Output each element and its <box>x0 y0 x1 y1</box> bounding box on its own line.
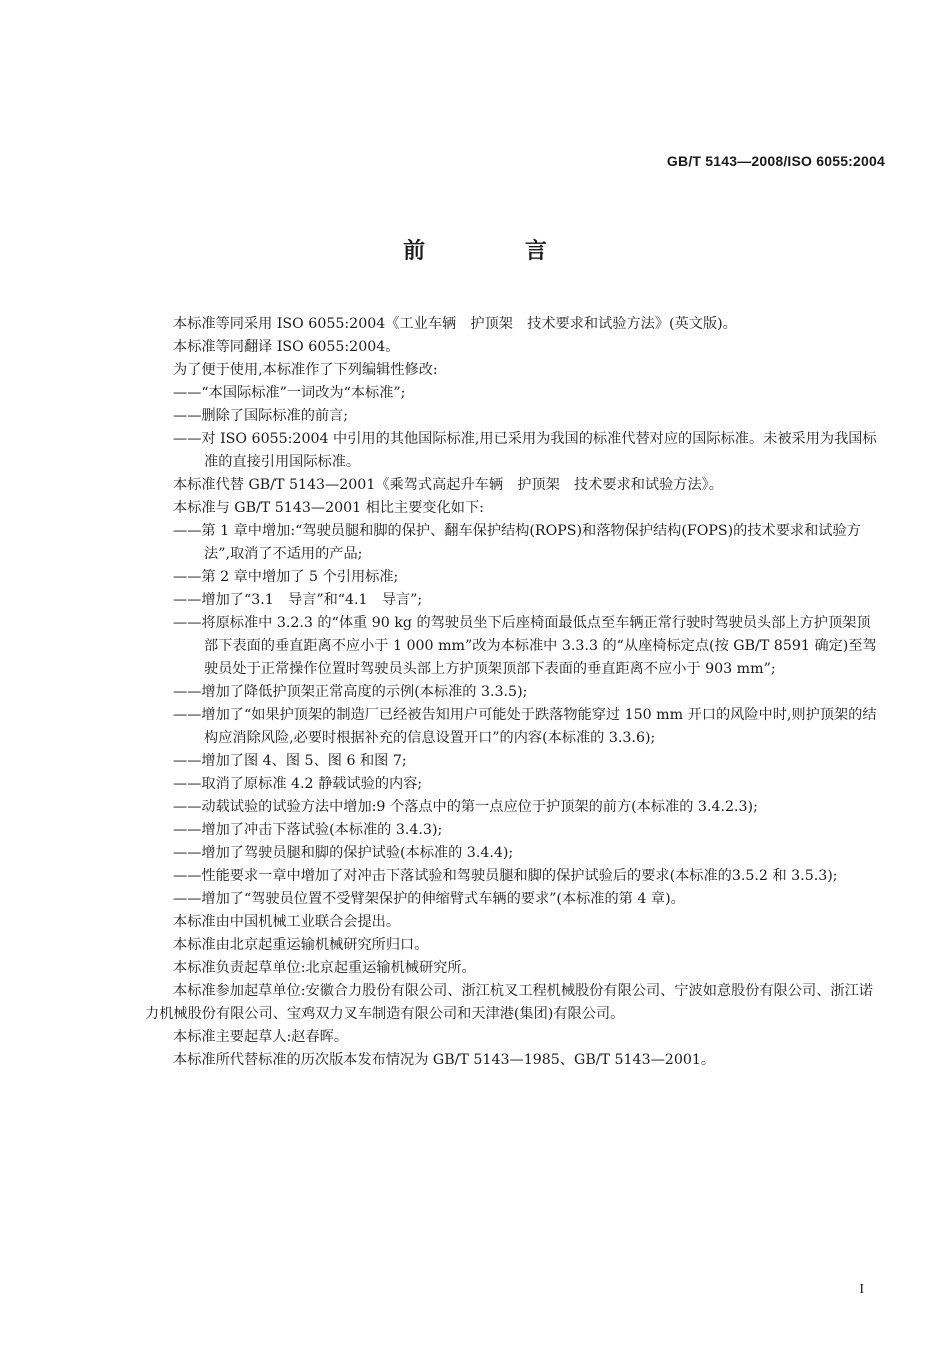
dash-list-item: ——性能要求一章中增加了对冲击下落试验和驾驶员腿和脚的保护试验后的要求(本标准的3.5.2 和 3.5.3); <box>173 868 838 884</box>
dash-list-item: ——第 1 章中增加:“驾驶员腿和脚的保护、翻车保护结构(ROPS)和落物保护结构(FOPS)的技术要求和试验方法”,取消了不适用的产品; <box>173 523 861 562</box>
dash-list-item: ——“本国际标准”一词改为“本标准”; <box>173 385 406 401</box>
foreword-body <box>145 313 883 1072</box>
paragraph: 本标准主要起草人:赵春晖。 <box>173 1029 349 1045</box>
dash-list-item: ——增加了图 4、图 5、图 6 和图 7; <box>173 753 407 769</box>
paragraph: 本标准由北京起重运输机械研究所归口。 <box>173 937 429 953</box>
page-title: 前 言 <box>403 239 593 264</box>
dash-list-item: ——增加了“3.1 导言”和“4.1 导言”; <box>173 592 423 608</box>
dash-list-item: ——对 ISO 6055:2004 中引用的其他国际标准,用已采用为我国的标准代替对应的国际标准。未被采用为我国标准的直接引用国际标准。 <box>173 431 877 470</box>
dash-list-item: ——增加了“如果护顶架的制造厂已经被告知用户可能处于跌落物能穿过 150 mm 开口的风险中时,则护顶架的结构应消除风险,必要时根据补充的信息设置开口”的内容(本标准的 3.3.6); <box>173 707 877 746</box>
dash-list-item: ——增加了降低护顶架正常高度的示例(本标准的 3.3.5); <box>173 684 528 700</box>
dash-list-item: ——增加了冲击下落试验(本标准的 3.4.3); <box>173 822 443 838</box>
dash-list-item: ——将原标准中 3.2.3 的“体重 90 kg 的驾驶员坐下后座椅面最低点至车辆正常行驶时驾驶员头部上方护顶架顶部下表面的垂直距离不应小于 1 000 mm”改为本标准中 3.3.3 的“从座椅标定点(按 GB/T 8591 确定)至驾驶员处于正常操作位置时驾驶员头部上方护顶架顶部下表面的垂直距离不应小于 903 mm”; <box>173 615 877 677</box>
paragraph: 本标准参加起草单位:安徽合力股份有限公司、浙江杭叉工程机械股份有限公司、宁波如意股份有限公司、浙江诺力机械股份有限公司、宝鸡双力叉车制造有限公司和天津港(集团)有限公司。 <box>145 983 873 1022</box>
dash-list-item: ——取消了原标准 4.2 静载试验的内容; <box>173 776 423 792</box>
paragraph: 本标准负责起草单位:北京起重运输机械研究所。 <box>173 960 476 976</box>
paragraph: 本标准等同采用 ISO 6055:2004《工业车辆 护顶架 技术要求和试验方法》(英文版)。 <box>173 316 737 332</box>
paragraph: 本标准与 GB/T 5143—2001 相比主要变化如下: <box>173 500 484 516</box>
page-number: I <box>859 1282 864 1297</box>
standard-number: GB/T 5143—2008/ISO 6055:2004 <box>666 153 885 169</box>
paragraph: 本标准所代替标准的历次版本发布情况为 GB/T 5143—1985、GB/T 5143—2001。 <box>173 1052 716 1068</box>
paragraph: 本标准等同翻译 ISO 6055:2004。 <box>173 339 400 355</box>
dash-list-item: ——增加了驾驶员腿和脚的保护试验(本标准的 3.4.4); <box>173 845 514 861</box>
dash-list-item: ——第 2 章中增加了 5 个引用标准; <box>173 569 399 585</box>
dash-list-item: ——动载试验的试验方法中增加:9 个落点中的第一点应位于护顶架的前方(本标准的 3.4.2.3); <box>173 799 758 815</box>
dash-list-item: ——删除了国际标准的前言; <box>173 408 349 424</box>
paragraph: 本标准由中国机械工业联合会提出。 <box>173 914 401 930</box>
paragraph: 本标准代替 GB/T 5143—2001《乘驾式高起升车辆 护顶架 技术要求和试验方法》。 <box>173 477 723 493</box>
paragraph: 为了便于使用,本标准作了下列编辑性修改: <box>173 362 438 378</box>
dash-list-item: ——增加了“驾驶员位置不受臂架保护的伸缩臂式车辆的要求”(本标准的第 4 章)。 <box>173 891 685 907</box>
